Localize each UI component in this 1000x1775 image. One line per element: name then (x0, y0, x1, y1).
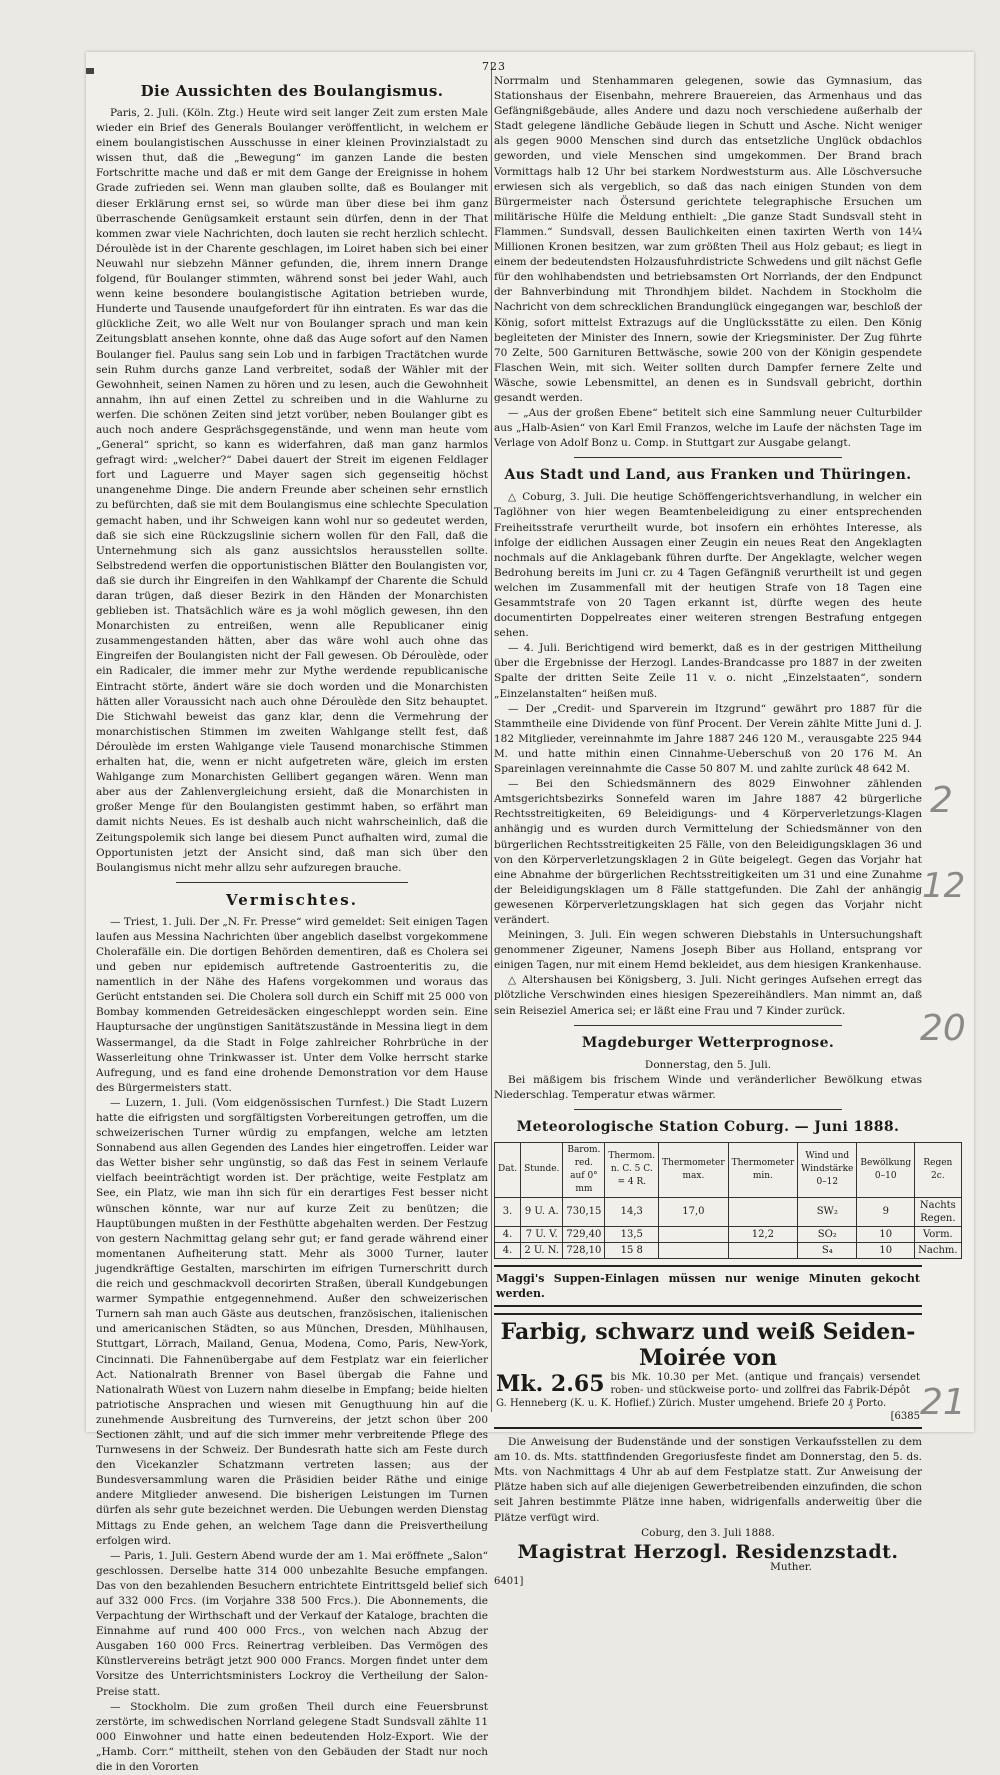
table-header: Barom. red. auf 0° mm (563, 1142, 605, 1197)
table-cell (659, 1242, 729, 1258)
table-cell: S₄ (798, 1242, 857, 1258)
table-cell: 730,15 (563, 1197, 605, 1226)
news-item-schiedsmaenner: — Bei den Schiedsmännern des 8029 Einwohner zählenden Amtsgerichtsbezirks Sonnefeld waren im Jahre 1887 42 bürgerliche Rechtsstreitigkeiten, 69 Beleidigungs- und 4 Körperverletzungs-Klagen anhängig und es wurden durch Vermittelung der Schiedsmänner von den bürgerlichen Rechtsstreitigkeiten 25 Fälle, von den Beleidigungsklagen 36 und von den Körperverletzungsklagen 2 in Güte beigelegt. Gegen das Vorjahr hat eine Abnahme der bürgerlichen Rechtsstreitigkeiten um 31 und eine Zunahme der Beleidigungsklagen um 8 Fälle stattgefunden. Die Zahl der anhängig gewesenen Körperverletzungsklagen hat sich gegen das Vorjahr nicht verändert. (494, 778, 922, 926)
table-row (495, 1242, 962, 1258)
handwritten-mark: 21 (920, 1382, 966, 1423)
silk-ad-text: bis Mk. 10.30 per Met. (antique und français) versendet roben- und stückweise porto- und zollfrei das Fabrik-Dépôt (610, 1372, 920, 1397)
section-rule (176, 882, 408, 883)
magistrat-signature: Magistrat Herzogl. Residenzstadt. (517, 1540, 899, 1563)
silk-ad-row (496, 1371, 920, 1397)
news-item-paris: — Paris, 1. Juli. Gestern Abend wurde der am 1. Mai eröffnete „Salon“ geschlossen. Derselbe hatte 314 000 unbezahlte Besuche empfangen. Das von den bezahlenden Besuchern entrichtete Eintrittsgeld belief sich auf 332 000 Frcs. (im Vorjahre 338 500 Frcs.). Die Abonnements, die Verpachtung der Wirthschaft und der Verkauf der Kataloge, brachten die Einnahme auf rund 400 000 Frcs., von welchen nach Abzug der Ausgaben 160 000 Frcs. Reinertrag verbleiben. Das Vermögen des Künstlervereins beträgt jetzt 900 000 Francs. Morgen findet unter dem Vorsitze des Unterrichtsministers Lockroy die Vertheilung der Salon-Preise statt. (96, 1549, 488, 1698)
table-cell: 4. (495, 1242, 521, 1258)
table-cell: 9 (857, 1197, 915, 1226)
handwritten-mark: 20 (920, 1008, 966, 1049)
signer-name: Muther. (770, 1560, 812, 1573)
table-cell: SO₂ (798, 1226, 857, 1242)
table-header: Regen 2c. (915, 1142, 961, 1197)
table-cell (659, 1226, 729, 1242)
silk-ad (494, 1313, 922, 1429)
silk-ad-firm: G. Henneberg (K. u. K. Hoflief.) Zürich. Muster umgehend. Briefe 20 ₰ Porto. (496, 1398, 887, 1410)
table-header: Thermometer min. (728, 1142, 798, 1197)
news-item-creditverein: — Der „Credit- und Sparverein im Itzgrund“ gewährt pro 1887 für die Stammtheile eine Dividende von fünf Procent. Der Verein zählte Mitte Juni d. J. 182 Mitglieder, vereinnahmte im Jahre 1887 246 120 M., verausgabte 225 944 M. und hatte mithin einen Cinnahme-Ueberschuß von 20 176 M. An Spareinlagen vereinnahmte die Casse 50 807 M. und zahlte zurück 48 642 M. (494, 702, 922, 776)
corner-mark (86, 68, 94, 74)
article-body-boulangismus: Paris, 2. Juli. (Köln. Ztg.) Heute wird seit langer Zeit zum ersten Male wieder ein Brief des Generals Boulanger veröffentlicht, in welchem er einem boulangistischen Ausschusse in einer kleinen Provinzialstadt zu wissen thut, daß die „Bewegung“ im ganzen Lande die besten Fortschritte mache und daß er mit dem Gange der Ereignisse in hohem Grade zufrieden sei. Wenn man glauben sollte, daß es Boulanger mit dieser Erklärung ernst sei, so würde man über diese bei ihm ganz überraschende Genügsamkeit erstaunt sein dürfen, denn in der That kommen zwar viele Nachrichten, doch lauten sie recht herzlich schlecht. Déroulède ist in der Charente geschlagen, im Loiret haben sich bei einer Neuwahl nur siebzehn Männer gefunden, die, ihrem innern Drange folgend, für Boulanger stimmten, während sonst bei jeder Wahl, auch wenn keine besondere boulangistische Agitation betrieben wurde, Hunderte und Tausende unaufgefordert für ihn eintraten. Es war das die glückliche Zeit, wo alle Welt nur von Boulanger sprach und man kein Zeitungsblatt ansehen konnte, ohne daß das Auge sofort auf den Namen Boulanger fiel. Paulus sang sein Lob und in farbigen Tractätchen wurde sein Ruhm durchs ganze Land verbreitet, sodaß der Wähler mit der Gewohnheit, seinen Namen zu hören und zu lesen, auch die Gewohnheit annahm, ihn auf einen Zettel zu schreiben und in die Wahlurne zu werfen. Die schönen Zeiten sind jetzt vorüber, neben Boulanger gibt es auch noch andere Gesprächsgegenstände, und wenn man heute vom „General“ spricht, so kann es widerfahren, daß man ganz harmlos gefragt wird: „welcher?“ Dabei dauert der Streit im eigenen Feldlager fort und Laguerre und Mayer sagen sich gegenseitig höchst unangenehme Dinge. Die andern Freunde aber scheinen sehr ernstlich zu befürchten, daß sie mit dem Boulangismus eine schlechte Speculation gemacht haben, und ihr Schweigen kann wohl nur so gedeutet werden, daß sie sich eine Rückzugslinie sichern wollen für den Fall, daß die Unternehmung sich als ganz aussichtslos herausstellen sollte. Selbstredend werfen die opportunistischen Blätter den Boulangisten vor, daß sie durch ihr Eingreifen in den Wahlkampf der Charente die Schuld daran trügen, daß dieser Bezirk in den Händen der Monarchisten geblieben ist. Thatsächlich wäre es ja wohl möglich gewesen, ihn den Monarchisten zu entreißen, wenn alle Republicaner einig zusammengestanden hätten, aber das wäre wohl auch ohne das Eingreifen der Boulangisten nicht der Fall gewesen. Ob Déroulède, oder ein Radicaler, die immer mehr zur Mythe werdende republicanische Eintracht störte, ändert wäre sie doch worden und die Monarchisten hätten aller Voraussicht nach auch ohne Déroulède den Sitz behauptet. Die Stichwahl beweist das ganz klar, denn die Vermehrung der monarchistischen Stimmen im zweiten Wahlgange stellt fest, daß Déroulède im ersten Wahlgange viele Tausend monarchische Stimmen erhalten hat, die, wenn er nicht aufgetreten wäre, gleich im ersten Wahlgange zum Monarchisten Gellibert gegangen wären. Wenn man aber aus der Zahlenvergleichung ersieht, daß die Monarchisten in großer Menge für den Boulangisten gestimmt haben, so erfährt man damit nichts Neues. Es ist deshalb auch nicht wahrscheinlich, daß die Zeitungspolemik sich lange bei diesem Punct aufhalten wird, zumal die Opportunisten jetzt der Ansicht sind, daß man sich über den Boulangismus nicht mehr allzu sehr aufzuregen brauche. (96, 107, 488, 874)
table-cell: 10 (857, 1226, 915, 1242)
table-cell: 14,3 (605, 1197, 659, 1226)
table-cell: 7 U. V. (521, 1226, 563, 1242)
silk-ad-price: Mk. 2.65 (496, 1370, 605, 1397)
table-header: Wind und Windstärke 0–12 (798, 1142, 857, 1197)
table-cell: SW₂ (798, 1197, 857, 1226)
table-cell (728, 1242, 798, 1258)
weather-title: Magdeburger Wetterprognose. (581, 1034, 835, 1051)
weather-table (494, 1142, 962, 1259)
table-cell: Nachm. (915, 1242, 961, 1258)
table-header: Thermometer max. (659, 1142, 729, 1197)
news-item-triest: — Triest, 1. Juli. Der „N. Fr. Presse“ wird gemeldet: Seit einigen Tagen laufen aus Messina Nachrichten über angeblich daselbst vorgekommene Cholerafälle ein. Die dortigen Behörden dementiren, daß es Cholera sei und geben nur epidemisch auftretende Gastroenteritis zu, die namentlich in der Nähe des Hafens vorgekommen und woraus das Gerücht entstanden sei. Die Cholera soll durch ein Schiff mit 25 000 von Bombay kommenden Getreidesäcken eingeschleppt worden sein. Eine Hauptursache der ungünstigen Sanitätszustände in Messina liegt in dem Wassermangel, da die Stadt in Folge zahlreicher Rohrbrüche in der Wasserleitung ohne Trinkwasser ist. Unter dem Volke herrscht starke Aufregung, und es fand eine drohende Demonstration vor dem Hause des Bürgermeisters statt. (96, 915, 488, 1094)
news-item-coburg: △ Coburg, 3. Juli. Die heutige Schöffengerichtsverhandlung, in welcher ein Taglöhner von hier wegen Beamtenbeleidigung zu einer entsprechenden Freiheitsstrafe verurtheilt wurde, bot insofern ein erhöhtes Interesse, als infolge der eidlichen Aussagen einer Zeugin ein neues Reat den Angeklagten nochmals auf die Anklagebank führen durfte. Der Angeklagte, welcher wegen Bedrohung bereits im Juni cr. zu 4 Tagen Gefängniß verurtheilt ist und gegen welchen im Zusammenfall mit der heutigen Strafe von 18 Tagen eine Gesammtstrafe von 20 Tagen erkannt ist, dürfte wegen des heute documentirten Doppelreates einer weiteren strengen Bestrafung entgegen sehen. (494, 491, 922, 640)
notice-date: Coburg, den 3. Juli 1888. (641, 1526, 775, 1539)
table-header-row (495, 1142, 962, 1197)
table-cell: 9 U. A. (521, 1197, 563, 1226)
page-number: 723 (482, 60, 506, 73)
section-rule (574, 1109, 842, 1110)
table-cell: 17,0 (659, 1197, 729, 1226)
handwritten-mark: 2 (930, 780, 953, 821)
news-item-stockholm: — Stockholm. Die zum großen Theil durch eine Feuersbrunst zerstörte, im schwedischen Norrland gelegene Stadt Sundsvall zählte 11 000 Einwohner und hatte einen bedeutenden Holz-Export. Wie der „Hamb. Corr.“ mittheilt, stehen von den Gebäuden der Stadt nur noch die in den Vororten (96, 1700, 488, 1774)
table-cell: 15 8 (605, 1242, 659, 1258)
table-cell: 2 U. N. (521, 1242, 563, 1258)
silk-ad-code: [6385 (890, 1411, 920, 1423)
weather-text: Bei mäßigem bis frischem Winde und veränderlicher Bewölkung etwas Niederschlag. Temperatur etwas wärmer. (494, 1073, 922, 1101)
table-row (495, 1197, 962, 1226)
left-column (96, 74, 488, 1774)
section-rule (574, 1025, 842, 1026)
table-cell: 728,10 (563, 1242, 605, 1258)
right-column (494, 74, 958, 1587)
table-cell: 10 (857, 1242, 915, 1258)
section-rule (574, 457, 842, 458)
table-cell: 13,5 (605, 1226, 659, 1242)
silk-ad-title: Farbig, schwarz und weiß Seiden-Moirée von (500, 1319, 916, 1372)
table-header: Dat. (495, 1142, 521, 1197)
news-item-berichtigung: — 4. Juli. Berichtigend wird bemerkt, daß es in der gestrigen Mittheilung über die Ergebnisse der Herzogl. Landes-Brandcasse pro 1887 in der zweiten Spalte der dritten Seite Zeile 11 v. o. nicht „Einzelstaaten“, sondern „Einzelanstalten“ heißen muß. (494, 642, 922, 700)
notice-code: 6401] (494, 1575, 524, 1587)
table-cell (728, 1197, 798, 1226)
weather-date: Donnerstag, den 5. Juli. (644, 1058, 772, 1071)
table-cell: Nachts Regen. (915, 1197, 961, 1226)
article-title-boulangismus: Die Aussichten des Boulangismus. (140, 82, 444, 100)
table-cell: Vorm. (915, 1226, 961, 1242)
news-item-altershausen: △ Altershausen bei Königsberg, 3. Juli. Nicht geringes Aufsehen erregt das plötzliche Verschwinden eines hiesigen Spezereihändlers. Man nimmt an, daß sein Reiseziel America sei; er läßt eine Frau und 7 Kinder zurück. (494, 974, 922, 1017)
table-cell: 729,40 (563, 1226, 605, 1242)
table-header: Stunde. (521, 1142, 563, 1197)
section-title-stadt-land: Aus Stadt und Land, aus Franken und Thüringen. (504, 467, 912, 484)
maggi-ad-text: Maggi's Suppen-Einlagen müssen nur wenige Minuten gekocht werden. (496, 1271, 920, 1300)
handwritten-mark: 12 (922, 866, 966, 906)
table-header: Thermom. n. C. 5 C. = 4 R. (605, 1142, 659, 1197)
market-notice: Die Anweisung der Budenstände und der sonstigen Verkaufsstellen zu dem am 10. ds. Mts. stattfindenden Gregoriusfeste findet am Donnerstag, den 5. ds. Mts. von Nachmittags 4 Uhr ab auf dem Festplatze statt. Zur Anweisung der Plätze haben sich auf alle diejenigen Gewerbetreibenden einzufinden, die schon seit Jahren bestimmte Plätze inne haben, widrigenfalls anderweitig über die Plätze verfügt wird. (494, 1436, 922, 1524)
maggi-ad (494, 1265, 922, 1307)
station-title: Meteorologische Station Coburg. — Juni 1888. (516, 1118, 900, 1135)
news-item-luzern: — Luzern, 1. Juli. (Vom eidgenössischen Turnfest.) Die Stadt Luzern hatte die eifrigsten und sorgfältigsten Vorbereitungen getroffen, um die schweizerischen Turner würdig zu empfangen, welche am letzten Sonnabend aus allen Gegenden des Landes hier eingetroffen. Leider war das Wetter bisher sehr ungünstig, so daß das Fest in seinem Verlaufe vielfach beeinträchtigt worden ist. Der prächtige, weite Festplatz am See, ein Platz, wie man ihn sich für ein derartiges Fest besser nicht wünschen könnte, war nur auf kurze Zeit zu benützen; die Hauptübungen mußten in der Festhütte abgehalten werden. Der Festzug von gestern Nachmittag gelang sehr gut; er fand gerade während einer momentanen Aufheiterung statt. Mehr als 3000 Turner, lauter jugendkräftige Gestalten, marschirten im eifrigen Turnerschritt durch die reich und geschmackvoll decorirten Straßen, überall Kundgebungen warmer Sympathie entgegennehmend. Außer den schweizerischen Turnern sah man auch Gäste aus deutschen, französischen, italienischen und americanischen Städten, so aus München, Dresden, Mühlhausen, Stuttgart, Lörrach, Mailand, Genua, Modena, Como, Paris, New-York, Cincinnati. Die Fahnenübergabe auf dem Festplatz war ein feierlicher Act. Nationalrath Brenner von Basel übergab die Fahne und Nationalrath Wüest von Luzern nahm dieselbe in Empfang; beide hielten patriotische Ansprachen und wiesen mit Genugthuung hin auf die zunehmende Ausbreitung des Turnvereins, der jetzt schon über 200 Sectionen zählt, und auf die sich immer mehr verbreitende Pflege des Turnwesens in der Schweiz. Der Bundesrath hatte sich am Feste durch den Vicekanzler Schatzmann vertreten lassen; aus der Bundesversammlung waren die Präsidien beider Räthe und einige andere Mitglieder anwesend. Die bisherigen Leistungen im Turnen dürfen als sehr gute bezeichnet werden. Die Uebungen werden Dienstag Mittags zu Ende gehen, an welchem Tage dann die Preisvertheilung erfolgen wird. (96, 1096, 488, 1547)
news-item-franzos: — „Aus der großen Ebene“ betitelt sich eine Sammlung neuer Culturbilder aus „Halb-Asien“ von Karl Emil Franzos, welche im Laufe der nächsten Tage im Verlage von Adolf Bonz u. Comp. in Stuttgart zur Ausgabe gelangt. (494, 407, 922, 450)
table-cell: 12,2 (728, 1226, 798, 1242)
table-cell: 4. (495, 1226, 521, 1242)
table-row (495, 1226, 962, 1242)
news-item-meiningen: Meiningen, 3. Juli. Ein wegen schweren Diebstahls in Untersuchungshaft genommener Zigeuner, Namens Joseph Biber aus Holland, entsprang vor einigen Tagen, nur mit einem Hemd bekleidet, aus dem hiesigen Krankenhause. (494, 929, 922, 972)
table-header: Bewölkung 0–10 (857, 1142, 915, 1197)
table-cell: 3. (495, 1197, 521, 1226)
column-divider (491, 62, 492, 1412)
news-item-stockholm-cont: Norrmalm und Stenhammaren gelegenen, sowie das Gymnasium, das Stationshaus der Eisenbahn, mehrere Brauereien, das Armenhaus und das Gefängnißgebäude, alles Andere und dazu noch verschiedene außerhalb der Stadt gelegene ländliche Gebäude liegen in Schutt und Asche. Nicht weniger als gegen 9000 Menschen sind durch das entsetzliche Unglück obdachlos geworden, und viele Menschen sind umgekommen. Der Brand brach Vormittags halb 12 Uhr bei starkem Nordweststurm aus. Alle Löschversuche erwiesen sich als vergeblich, so daß das nach einigen Stunden von dem Bürgermeister nach Östersund gerichtete telegraphische Ersuchen um militärische Hülfe die Meldung enthielt: „Die ganze Stadt Sundsvall steht in Flammen.“ Sundsvall, dessen Baulichkeiten einen taxirten Werth von 14¼ Millionen Kronen besitzen, war zum größten Theil aus Holz gebaut; es liegt in einem der bedeutendsten Holzausfuhrdistricte Schwedens und gilt nächst Gefle für den wohlhabendsten und betriebsamsten Ort Norrlands, der den Endpunct der Bahnverbindung mit Throndhjem bildet. Nachdem in Stockholm die Nachricht von dem schrecklichen Brandunglück eingegangen war, beschloß der König, sofort mittelst Extrazugs auf die Unglücksstätte zu eilen. Den König begleiteten der Minister des Innern, sowie der Kriegsminister. Der Zug führte 70 Zelte, 500 Garnituren Bettwäsche, sowie 200 von der Königin gespendete Flaschen Wein, mit sich. Weiter sollten durch Dampfer fernere Zelte und Wäsche, sowie Lebensmittel, an denen es in Sundsvall gebricht, dorthin gesandt werden. (494, 75, 922, 404)
section-title-vermischtes: Vermischtes. (226, 890, 358, 909)
